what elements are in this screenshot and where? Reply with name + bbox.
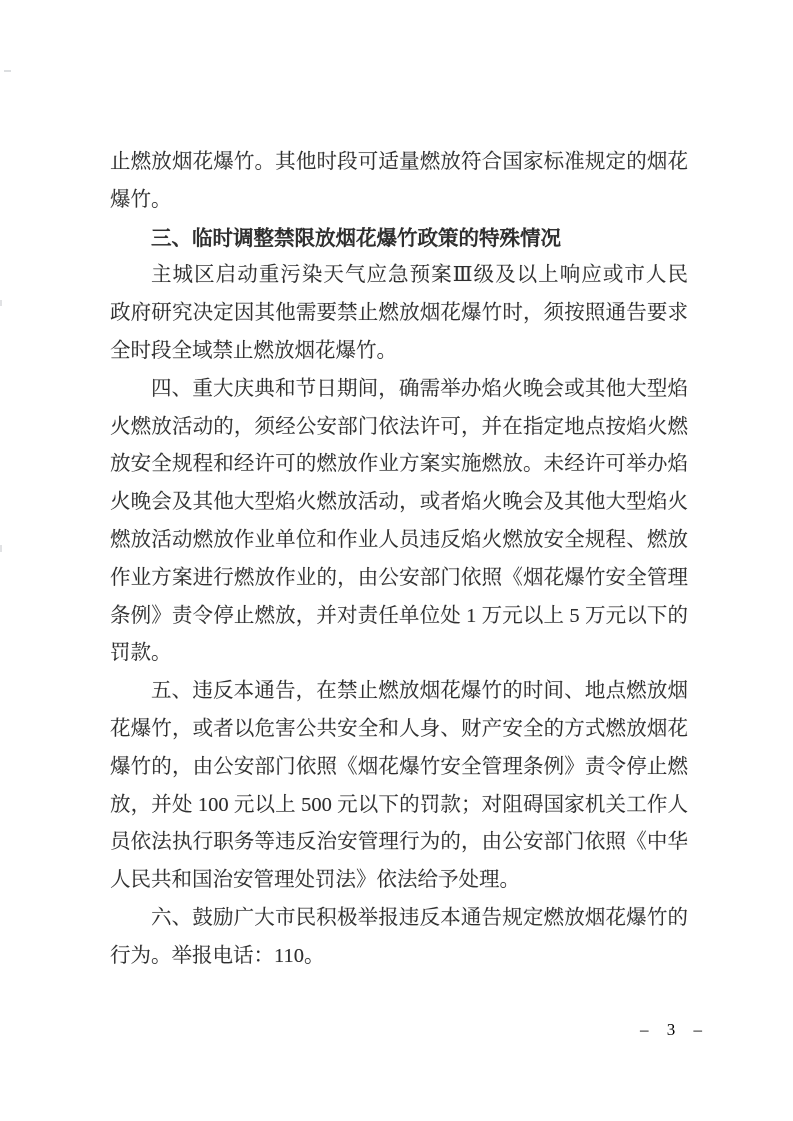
para-continuation-line-2: 爆竹。 <box>110 188 172 211</box>
scan-artifact <box>4 70 11 72</box>
para-continuation-line-1: 止燃放烟花爆竹。其他时段可适量燃放符合国家标准规定的烟花 <box>110 151 688 173</box>
heading-section-three-line-1: 三、临时调整禁限放烟花爆竹政策的特殊情况 <box>151 226 561 250</box>
para-section-three-line-2: 政府研究决定因其他需要禁止燃放烟花爆竹时，须按照通告要求 <box>110 302 688 325</box>
para-section-five-line-2: 花爆竹，或者以危害公共安全和人身、财产安全的方式燃放烟花 <box>110 717 688 740</box>
para-section-four-line-1: 四、重大庆典和节日期间，确需举办焰火晚会或其他大型焰 <box>151 377 688 400</box>
para-section-four-line-6: 作业方案进行燃放作业的，由公安部门依照《烟花爆竹安全管理 <box>110 566 688 589</box>
para-section-four-line-5: 燃放活动燃放作业单位和作业人员违反焰火燃放安全规程、燃放 <box>110 528 688 551</box>
document-body <box>110 144 688 976</box>
para-section-six-line-2: 行为。举报电话：110。 <box>110 944 325 967</box>
para-section-four-line-3: 放安全规程和经许可的燃放作业方案实施燃放。未经许可举办焰 <box>110 453 688 476</box>
para-section-five-line-5: 员依法执行职务等违反治安管理行为的，由公安部门依照《中华 <box>110 831 688 854</box>
para-section-five-line-3: 爆竹的，由公安部门依照《烟花爆竹安全管理条例》责令停止燃 <box>110 755 688 778</box>
para-section-three-line-3: 全时段全域禁止燃放烟花爆竹。 <box>110 339 397 362</box>
para-section-four-line-4: 火晚会及其他大型焰火燃放活动，或者焰火晚会及其他大型焰火 <box>110 491 688 514</box>
para-section-four-line-8: 罚款。 <box>110 642 172 665</box>
para-section-three-line-1: 主城区启动重污染天气应急预案Ⅲ级及以上响应或市人民 <box>151 264 688 287</box>
para-section-four-line-2: 火燃放活动的，须经公安部门依法许可，并在指定地点按焰火燃 <box>110 415 688 438</box>
para-section-six-line-1: 六、鼓励广大市民积极举报违反本通告规定燃放烟花爆竹的 <box>151 906 688 929</box>
scan-artifact <box>0 300 2 306</box>
para-section-four-line-7: 条例》责令停止燃放，并对责任单位处 1 万元以上 5 万元以下的 <box>110 604 688 627</box>
para-section-five-line-4: 放，并处 100 元以上 500 元以下的罚款；对阻碍国家机关工作人 <box>110 793 688 816</box>
scan-artifact <box>0 545 2 552</box>
para-section-five-line-6: 人民共和国治安管理处罚法》依法给予处理。 <box>110 869 520 892</box>
para-section-five-line-1: 五、违反本通告，在禁止燃放烟花爆竹的时间、地点燃放烟 <box>151 680 688 703</box>
page-number-footer: – 3 – <box>640 1020 709 1039</box>
